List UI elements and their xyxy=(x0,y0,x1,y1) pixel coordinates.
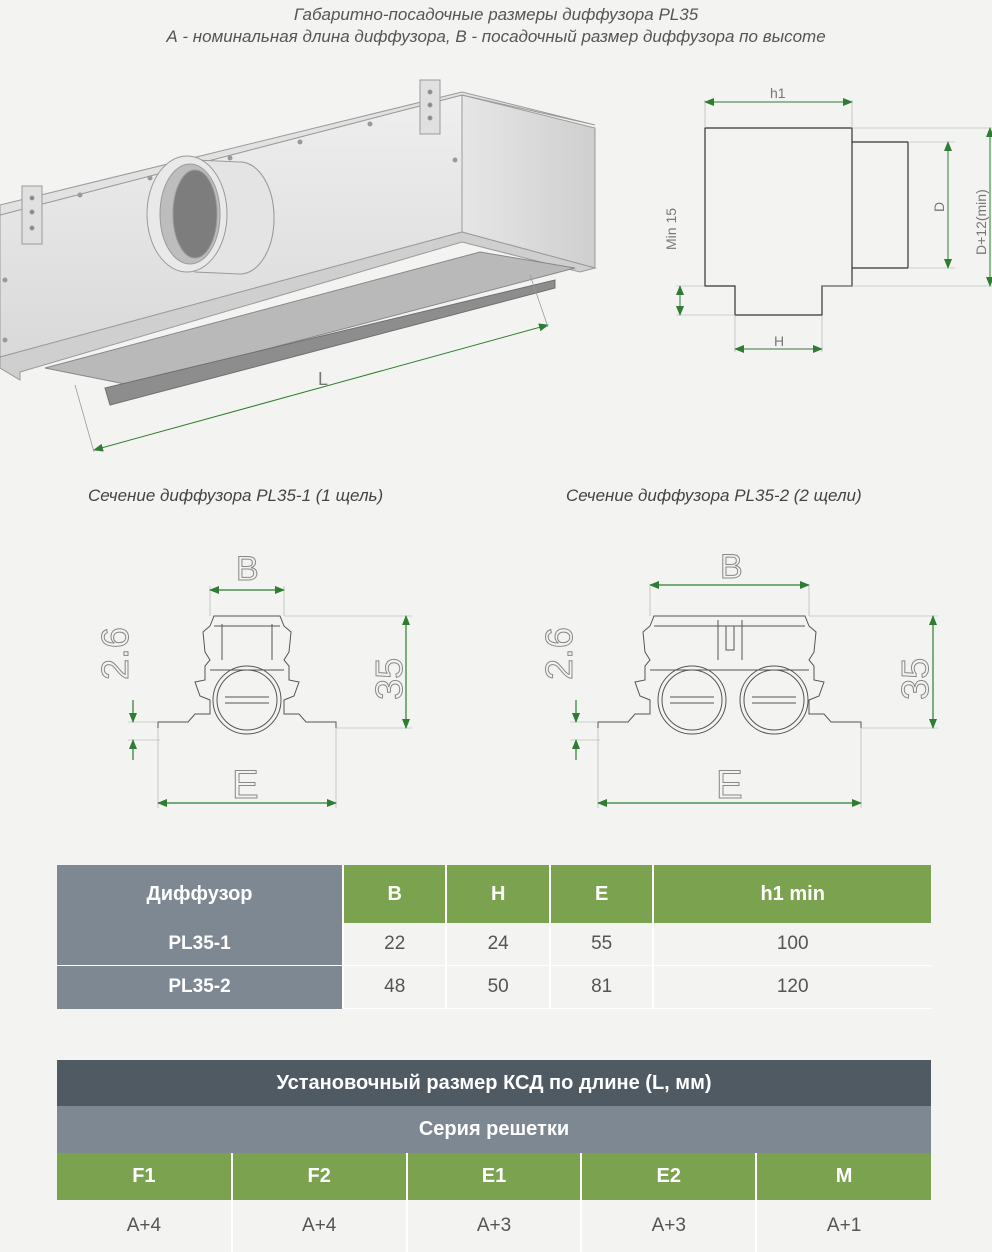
section-2-title: Сечение диффузора PL35-2 (2 щели) xyxy=(566,486,862,505)
series-header: F1 xyxy=(57,1153,232,1200)
section-pl35-1-drawing xyxy=(158,616,336,734)
series-header: M xyxy=(756,1153,931,1200)
header-b: B xyxy=(343,865,446,923)
dim-label-d12: D+12(min) xyxy=(973,189,989,255)
table-cell: 48 xyxy=(343,966,446,1009)
table-cell: A+4 xyxy=(126,1215,162,1236)
table-cell: 100 xyxy=(653,923,931,966)
installation-size-table xyxy=(57,1060,931,1252)
dim-label-35-1: 35 xyxy=(369,657,411,700)
dim-label-l: L xyxy=(318,369,329,389)
section-1-title: Сечение диффузора PL35-1 (1 щель) xyxy=(88,486,384,505)
table-cell: 55 xyxy=(550,923,653,966)
plenum-box-illustration xyxy=(0,80,595,405)
dim-label-h: H xyxy=(774,333,785,349)
page-title: Габаритно-посадочные размеры диффузора PL35 xyxy=(293,5,699,24)
table-row xyxy=(57,923,931,966)
row-model: PL35-1 xyxy=(57,923,343,966)
table-cell: A+4 xyxy=(232,1200,407,1252)
header-h: H xyxy=(446,865,549,923)
table-header-row xyxy=(57,865,931,923)
table-title: Установочный размер КСД по длине (L, мм) xyxy=(57,1060,931,1106)
series-header-row xyxy=(57,1153,931,1200)
dim-label-b-1: B xyxy=(236,550,259,588)
dim-label-h1: h1 xyxy=(770,85,786,101)
row-model: PL35-2 xyxy=(57,966,343,1009)
table-cell: 22 xyxy=(343,923,446,966)
page-subtitle: А - номинальная длина диффузора, В - посадочный размер диффузора по высоте xyxy=(166,27,826,46)
table-row xyxy=(57,966,931,1009)
table-cell: A+3 xyxy=(407,1200,582,1252)
table-cell: 50 xyxy=(446,966,549,1009)
dim-label-35-2: 35 xyxy=(895,657,937,700)
series-header: F2 xyxy=(232,1153,407,1200)
table-subtitle: Серия решетки xyxy=(57,1106,931,1153)
dim-label-min15: Min 15 xyxy=(663,207,679,250)
table-cell: 24 xyxy=(446,923,549,966)
table-cell: A+3 xyxy=(581,1200,756,1252)
dim-label-d: D xyxy=(931,201,947,212)
dim-label-b-2: B xyxy=(720,548,743,586)
header-e: E xyxy=(550,865,653,923)
side-view-drawing xyxy=(705,128,908,315)
table-cell: 81 xyxy=(550,966,653,1009)
header-diffuser: Диффузор xyxy=(57,865,343,923)
diffuser-dimensions-table xyxy=(57,865,931,1009)
series-header: E1 xyxy=(407,1153,582,1200)
dim-label-26-1: 2.6 xyxy=(95,627,137,680)
dim-label-e-1: E xyxy=(232,763,259,807)
series-header: E2 xyxy=(581,1153,756,1200)
table-row xyxy=(57,1200,931,1252)
dim-label-e-2: E xyxy=(716,763,743,807)
header-h1-min: h1 min xyxy=(653,865,931,923)
table-cell: 120 xyxy=(653,966,931,1009)
dim-label-26-2: 2.6 xyxy=(539,627,581,680)
section-pl35-2-drawing xyxy=(598,616,861,734)
table-cell: A+1 xyxy=(756,1200,931,1252)
